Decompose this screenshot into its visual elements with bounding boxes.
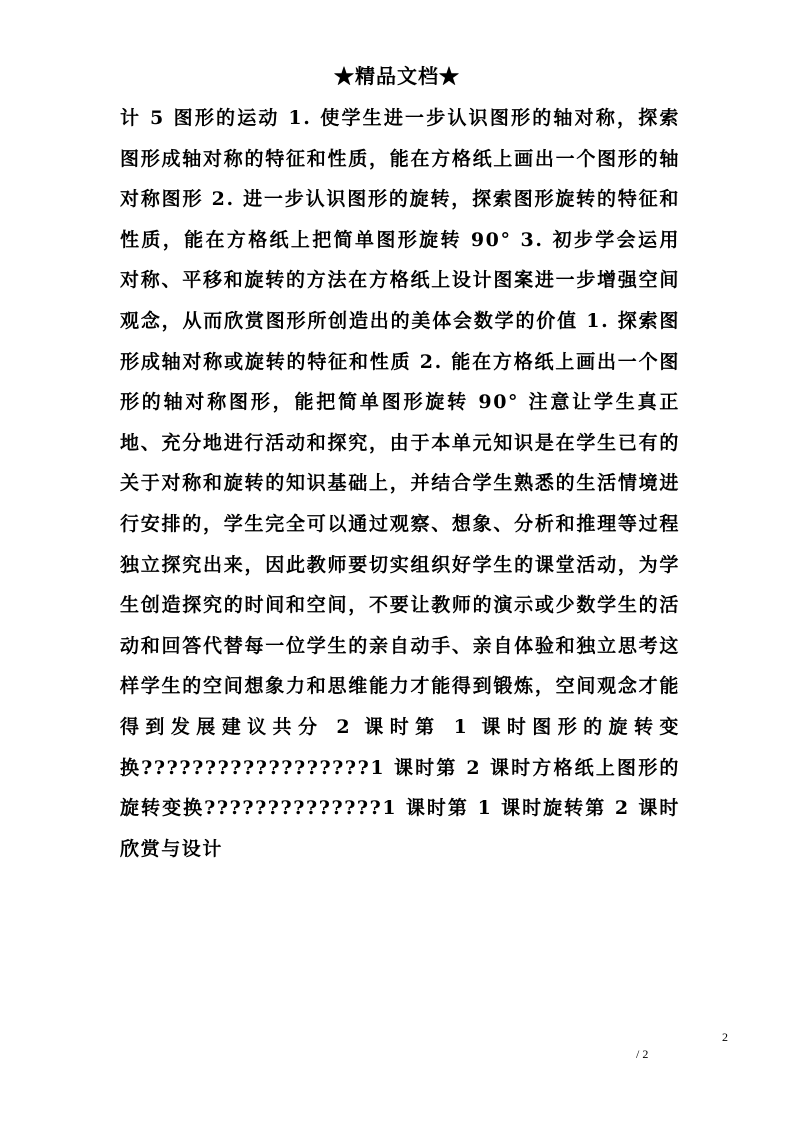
page-header-title: ★精品文档★ [334,64,460,88]
page-total-footer: / 2 [636,1047,649,1061]
document-body-paragraph: 计 5 图形的运动 1. 使学生进一步认识图形的轴对称，探索图形成轴对称的特征和性质，能在方格纸上画出一个图形的轴对称图形 2. 进一步认识图形的旋转，探索图形旋转的特征和性质，能在方格纸上把简单图形旋转 90° 3. 初步学会运用对称、平移和旋转的方法在方格纸上设计图案进一步增强空间观念，从而欣赏图形所创造出的美体会数学的价值 1. 探索图形成轴对称或旋转的特征和性质 2. 能在方格纸上画出一个图形的轴对称图形，能把简单图形旋转 90° 注意让学生真正地、充分地进行活动和探究，由于本单元知识是在学生已有的关于对称和旋转的知识基础上，并结合学生熟悉的生活情境进行安排的，学生完全可以通过观察、想象、分析和推理等过程独立探究出来，因此教师要切实组织好学生的课堂活动，为学生创造探究的时间和空间，不要让教师的演示或少数学生的活动和回答代替每一位学生的亲自动手、亲自体验和独立思考这样学生的空间想象力和思维能力才能得到锻炼，空间观念才能得到发展建议共分 2 课时第 1 课时图形的旋转变换??????????????????1 课时第 2 课时方格纸上图形的旋转变换??????????????1 课时第 1 课时旋转第 2 课时欣赏与设计 [120,107,680,860]
page-number: 2 [722,1030,728,1044]
